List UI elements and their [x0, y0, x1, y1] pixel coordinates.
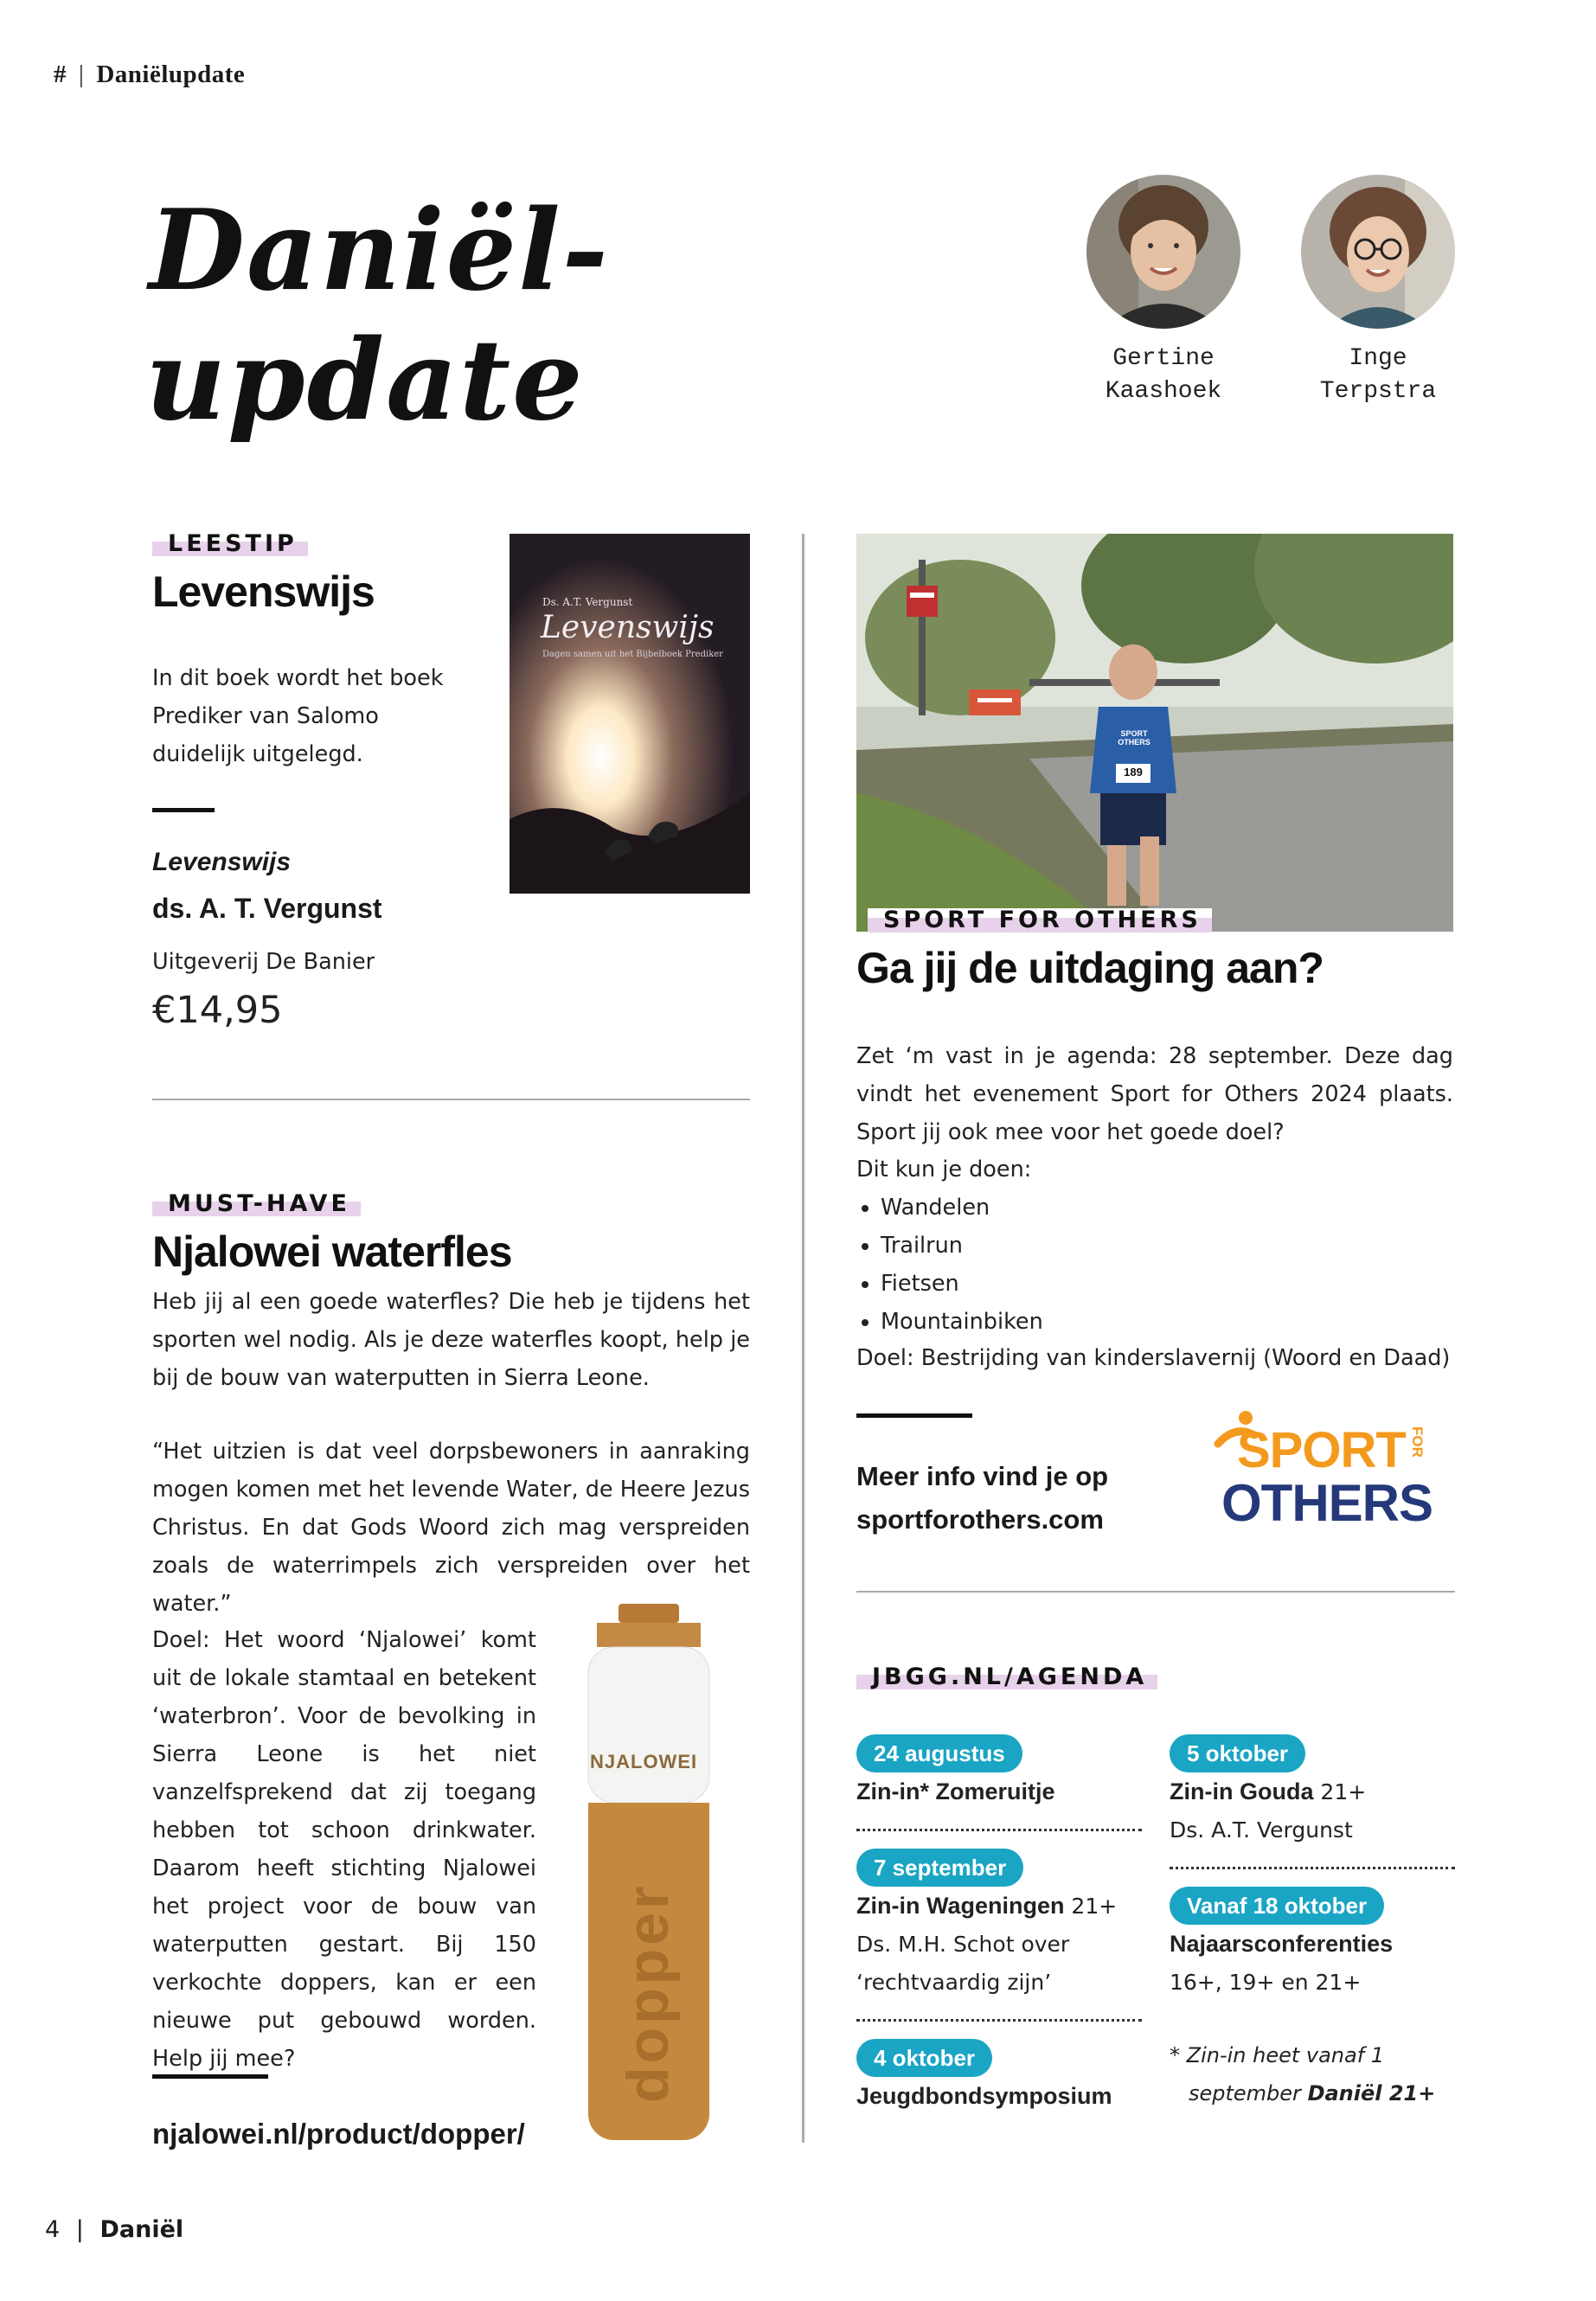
section-divider — [152, 1099, 750, 1100]
leestip-book-title: Levenswijs — [152, 848, 292, 876]
dotted-divider — [1170, 1867, 1455, 1869]
runner-photo — [856, 534, 1453, 932]
author-first-name: Inge — [1349, 345, 1407, 372]
event-title: Zin-in Gouda — [1170, 1779, 1314, 1804]
dotted-divider — [856, 1829, 1142, 1831]
event-date-pill: 5 oktober — [1170, 1734, 1305, 1772]
logo-others: OTHERS — [1221, 1474, 1433, 1532]
magazine-name: Daniël — [99, 2216, 184, 2243]
page-title-line2: update — [145, 316, 585, 445]
footnote-bold: Daniël 21+ — [1307, 2081, 1436, 2106]
leestip-heading: Levenswijs — [152, 567, 375, 616]
bib-number: 189 — [1124, 766, 1143, 779]
event-date-pill: 24 augustus — [856, 1734, 1022, 1772]
bottle-brand: NJALOWEI — [590, 1751, 698, 1772]
activity-item: • Wandelen — [881, 1189, 1043, 1227]
page-number: 4 — [45, 2216, 61, 2243]
footnote-line: * Zin-in heet vanaf 1 — [1170, 2043, 1385, 2067]
book-cover — [510, 534, 750, 894]
logo-sport: SPORT — [1237, 1422, 1406, 1478]
author-name-inge — [1266, 343, 1490, 408]
cover-author: Ds. A.T. Vergunst — [542, 596, 633, 608]
agenda-footnote — [1170, 2036, 1455, 2112]
agenda-event — [1170, 1734, 1455, 1849]
musthave-heading: Njalowei waterfles — [152, 1227, 512, 1276]
musthave-label: MUST-HAVE — [152, 1192, 361, 1216]
event-title: Najaarsconferenties — [1170, 1931, 1394, 1957]
activity-list — [856, 1189, 1043, 1341]
author-first-name: Gertine — [1112, 345, 1215, 372]
activity-item: • Mountainbiken — [881, 1303, 1043, 1341]
agenda-label: JBGG.NL/AGENDA — [856, 1665, 1157, 1689]
event-title: Zin-in Wageningen — [856, 1893, 1065, 1919]
activity-item: • Fietsen — [881, 1265, 1043, 1303]
avatar-inge — [1301, 175, 1455, 329]
dopper-bottle — [571, 1604, 727, 2149]
column-divider — [802, 534, 804, 2143]
sport-can-do: Dit kun je doen: — [856, 1157, 1032, 1183]
event-detail: Ds. M.H. Schot over — [856, 1932, 1070, 1957]
agenda-left-column — [856, 1734, 1142, 2116]
avatar-gertine — [1086, 175, 1240, 329]
running-header: # | Daniëlupdate — [54, 61, 246, 88]
leestip-author: ds. A. T. Vergunst — [152, 893, 382, 924]
event-title: Jeugdbondsymposium — [856, 2083, 1112, 2109]
event-age: 21+ — [1313, 1779, 1367, 1804]
author-last-name: Terpstra — [1319, 378, 1437, 405]
event-detail: ‘rechtvaardig zijn’ — [856, 1970, 1052, 1995]
cover-subtitle: Dagen samen uit het Bijbelboek Prediker — [542, 650, 723, 659]
sport-more-info — [856, 1455, 1108, 1541]
event-date-pill: Vanaf 18 oktober — [1170, 1887, 1384, 1925]
agenda-event — [856, 1849, 1142, 2002]
sport-heading: Ga jij de uitdaging aan? — [856, 944, 1324, 992]
leestip-text: In dit boek wordt het boek Prediker van Salomo duidelijk uitgelegd. — [152, 665, 444, 767]
section-divider — [856, 1591, 1455, 1593]
agenda-event — [1170, 1887, 1455, 2002]
musthave-body: Doel: Het woord ‘Njalowei’ komt uit de lokale stamtaal en betekent ‘waterbron’. Voor de bevolking in Sierra Leone is het niet vanzelfsprekend dat zij toegang hebben tot schoon drinkwater. Daarom heeft stichting Njalowei het project voor de bouw van waterputten gestart. Bij 150 verkochte doppers, kan er een nieuwe put gebouwd worden. Help jij mee? — [152, 1627, 536, 2072]
agenda-event — [856, 2039, 1142, 2116]
event-date-pill: 7 september — [856, 1849, 1023, 1887]
musthave-link[interactable]: njalowei.nl/product/dopper/ — [152, 2118, 525, 2150]
event-detail: Ds. A.T. Vergunst — [1170, 1817, 1353, 1843]
shirt-text: SPORT OTHERS — [1118, 729, 1151, 747]
author-name-gertine — [1051, 343, 1276, 408]
logo-for: FOR — [1409, 1426, 1426, 1458]
hash-mark: # — [54, 61, 67, 88]
dotted-divider — [856, 2019, 1142, 2022]
leestip-label: LEESTIP — [152, 532, 308, 556]
author-last-name: Kaashoek — [1105, 378, 1222, 405]
header-label: Daniëlupdate — [96, 61, 246, 88]
agenda-right-column — [1170, 1734, 1455, 2112]
musthave-intro: Heb jij al een goede waterfles? Die heb je tijdens het sporten wel nodig. Als je deze waterfles koopt, help je bij de bouw van waterputten in Sierra Leone. — [152, 1289, 750, 1391]
footnote-line — [1170, 2074, 1455, 2112]
sport-for-others-logo — [1211, 1406, 1455, 1535]
more-info-text: Meer info vind je op — [856, 1461, 1109, 1491]
event-date-pill: 4 oktober — [856, 2039, 992, 2077]
page-footer: 4 | Daniël — [45, 2216, 184, 2243]
event-age: 21+ — [1064, 1894, 1118, 1919]
activity-item: • Trailrun — [881, 1227, 1043, 1265]
sport-intro: Zet ‘m vast in je agenda: 28 september. Deze dag vindt het evenement Sport for Others 2024 plaats. Sport jij ook mee voor het goede doel? — [856, 1043, 1453, 1145]
event-detail: 16+, 19+ en 21+ — [1170, 1970, 1362, 1995]
page-title-line1: Daniël- — [149, 186, 610, 316]
musthave-quote: “Het uitzien is dat veel dorpsbewoners in aanraking mogen komen met het levende Water, de Heere Jezus Christus. En dat Gods Woord zich mag verspreiden zoals de waterrimpels zich verspreiden over het water.” — [152, 1439, 751, 1617]
sport-goal: Doel: Bestrijding van kinderslavernij (Woord en Daad) — [856, 1345, 1451, 1371]
bottle-logo-text: dopper — [615, 1882, 681, 2104]
cover-title: Levenswijs — [541, 610, 715, 645]
musthave-rule — [152, 2074, 268, 2079]
event-title: Zin-in* Zomeruitje — [856, 1779, 1055, 1804]
page-title — [145, 186, 610, 445]
sport-website-link[interactable]: sportforothers.com — [856, 1504, 1104, 1535]
leestip-publisher: Uitgeverij De Banier — [152, 949, 375, 975]
leestip-rule — [152, 808, 215, 812]
agenda-event — [856, 1734, 1142, 1811]
leestip-price: €14,95 — [152, 989, 283, 1032]
footnote-text: september — [1189, 2081, 1308, 2106]
sport-label: SPORT FOR OTHERS — [868, 908, 1212, 933]
sport-rule — [856, 1413, 972, 1418]
